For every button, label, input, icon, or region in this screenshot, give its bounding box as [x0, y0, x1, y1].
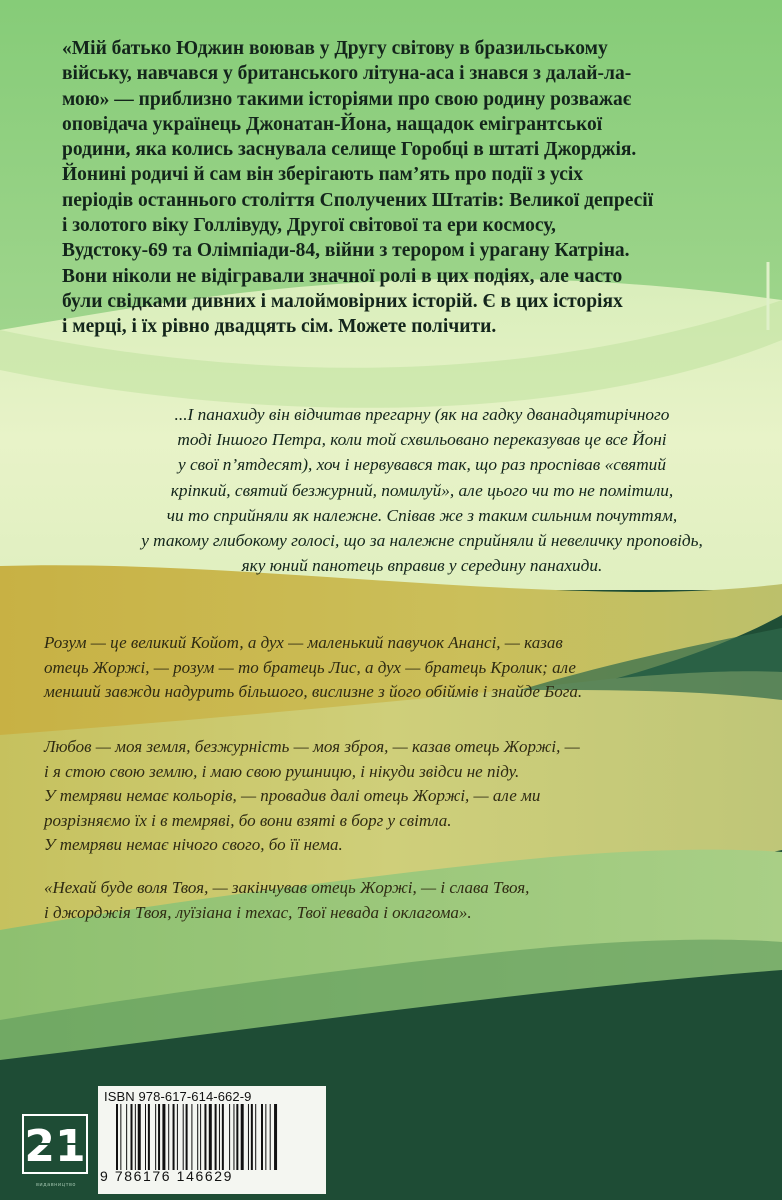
barcode-bar [241, 1104, 244, 1170]
blurb-line: мою» — приблизно такими історіями про свою родину розважає [62, 88, 632, 110]
quote-love-land [44, 735, 744, 858]
barcode-bar [162, 1104, 165, 1170]
quote-line: менший завжди надурить більшого, вислизне з його обіймів і знайде Бога. [44, 682, 583, 701]
barcode-bar [138, 1104, 141, 1170]
barcode-bar [274, 1104, 277, 1170]
barcode-bar [229, 1104, 230, 1170]
excerpt-line: кріпкий, святий безжурний, помилуй», але цього чи то не помітили, [170, 480, 674, 500]
quote-line: Любов — моя земля, безжурність — моя зброя, — казав отець Жоржі, — [44, 737, 580, 756]
blurb-line: періодів останнього століття Сполучених Штатів: Великої депресії [62, 189, 654, 211]
barcode-bar [191, 1104, 192, 1170]
quote-reason-spirit [44, 631, 744, 705]
barcode-bar [148, 1104, 150, 1170]
blurb-line: Вони ніколи не відігравали значної ролі в цих подіях, але часто [62, 265, 623, 287]
barcode-bar [173, 1104, 175, 1170]
quote-thy-will [44, 876, 744, 925]
excerpt-line: у такому глибокому голосі, що за належне сприйняли й невеличку проповідь, [141, 531, 703, 551]
barcode-bars [116, 1104, 318, 1170]
blurb-text [62, 36, 752, 340]
barcode-bar [261, 1104, 263, 1170]
barcode-bar [209, 1104, 212, 1170]
barcode-bar [215, 1104, 217, 1170]
barcode-bar [251, 1104, 253, 1170]
blurb-line: і золотого віку Голлівуду, Другої світової та ери космосу, [62, 215, 556, 237]
blurb-line: і мерці, і їх рівно двадцять сім. Можете полічити. [62, 316, 497, 338]
barcode-bar [116, 1104, 118, 1170]
blurb-line: родини, яка колись заснувала селище Горобці в штаті Джорджія. [62, 139, 637, 161]
barcode-bar [222, 1104, 224, 1170]
barcode-bar [186, 1104, 188, 1170]
barcode-bar [270, 1104, 271, 1170]
barcode-bar [145, 1104, 146, 1170]
quote-line: У темряви немає кольорів, — провадив далі отець Жоржі, — але ми [44, 786, 541, 805]
barcode-bar [219, 1104, 220, 1170]
barcode-bar [200, 1104, 201, 1170]
excerpt-line: яку юний панотець вправив у середину панахиди. [241, 556, 603, 576]
excerpt-text [92, 402, 752, 578]
blurb-line: війську, навчався у британського літуна-аса і знався з далай-ла- [62, 63, 632, 85]
barcode-bar [158, 1104, 160, 1170]
blurb-line: «Мій батько Юджин воював у Другу світову в бразильському [62, 38, 608, 59]
quote-line: і джорджія Твоя, луїзіана і техас, Твої невада і оклагома». [44, 902, 472, 922]
quote-line: отець Жоржі, — розум — то братець Лис, а дух — братець Кролик; але [44, 657, 576, 677]
barcode-bar [120, 1104, 121, 1170]
isbn-label: ISBN 978-617-614-662-9 [104, 1089, 252, 1104]
barcode-bar [155, 1104, 156, 1170]
publisher-logo-icon [22, 1114, 88, 1174]
barcode-bar [255, 1104, 256, 1170]
barcode-bar [177, 1104, 178, 1170]
publisher-imprint: видавництво [35, 1182, 76, 1188]
publisher-logo-text: 21 [24, 1121, 86, 1172]
barcode-bar [265, 1104, 266, 1170]
barcode-digits: 9 786176 146629 [100, 1168, 233, 1184]
barcode-bar [248, 1104, 249, 1170]
blurb-line: Йонині родичі й сам він зберігають пам’ять про події з усіх [62, 164, 584, 186]
barcode-bar [236, 1104, 238, 1170]
barcode-bar [204, 1104, 206, 1170]
excerpt-line: тоді Іншого Петра, коли той схвильовано переказував це все Йоні [177, 430, 667, 450]
quote-line: і я стою свою землю, і маю свою рушницю, і нікуди звідси не піду. [44, 761, 520, 781]
barcode-bar [126, 1104, 127, 1170]
blurb-line: Вудстоку-69 та Олімпіади-84, війни з терором і урагану Катріна. [62, 240, 630, 262]
barcode-bar [135, 1104, 136, 1170]
blurb-line: оповідача українець Джонатан-Йона, нащадок емігрантської [62, 113, 603, 135]
quote-line: Розум — це великий Койот, а дух — маленький павучок Анансі, — казав [44, 633, 563, 652]
excerpt-line: ...І панахиду він відчитав прегарну (як на гадку дванадцятирічного [174, 405, 670, 424]
quote-line: «Нехай буде воля Твоя, — закінчував отець Жоржі, — і слава Твоя, [44, 878, 530, 897]
barcode-bar [183, 1104, 184, 1170]
quote-line: У темряви немає нічого свого, бо її нема. [44, 835, 343, 854]
excerpt-line: чи то сприйняли як належне. Співав же з таким сильним почуттям, [166, 505, 678, 525]
blurb-line: були свідками дивних і малоймовірних історій. Є в цих історіях [62, 290, 623, 312]
barcode-bar [233, 1104, 234, 1170]
barcode-bar [197, 1104, 198, 1170]
barcode-bar [131, 1104, 133, 1170]
quote-line: розрізняємо їх і в темряві, бо вони взяті в борг у світла. [44, 810, 452, 830]
excerpt-line: у свої п’ятдесят), хоч і нервувався так, що раз проспівав «святий [178, 455, 666, 475]
barcode-bar [168, 1104, 169, 1170]
